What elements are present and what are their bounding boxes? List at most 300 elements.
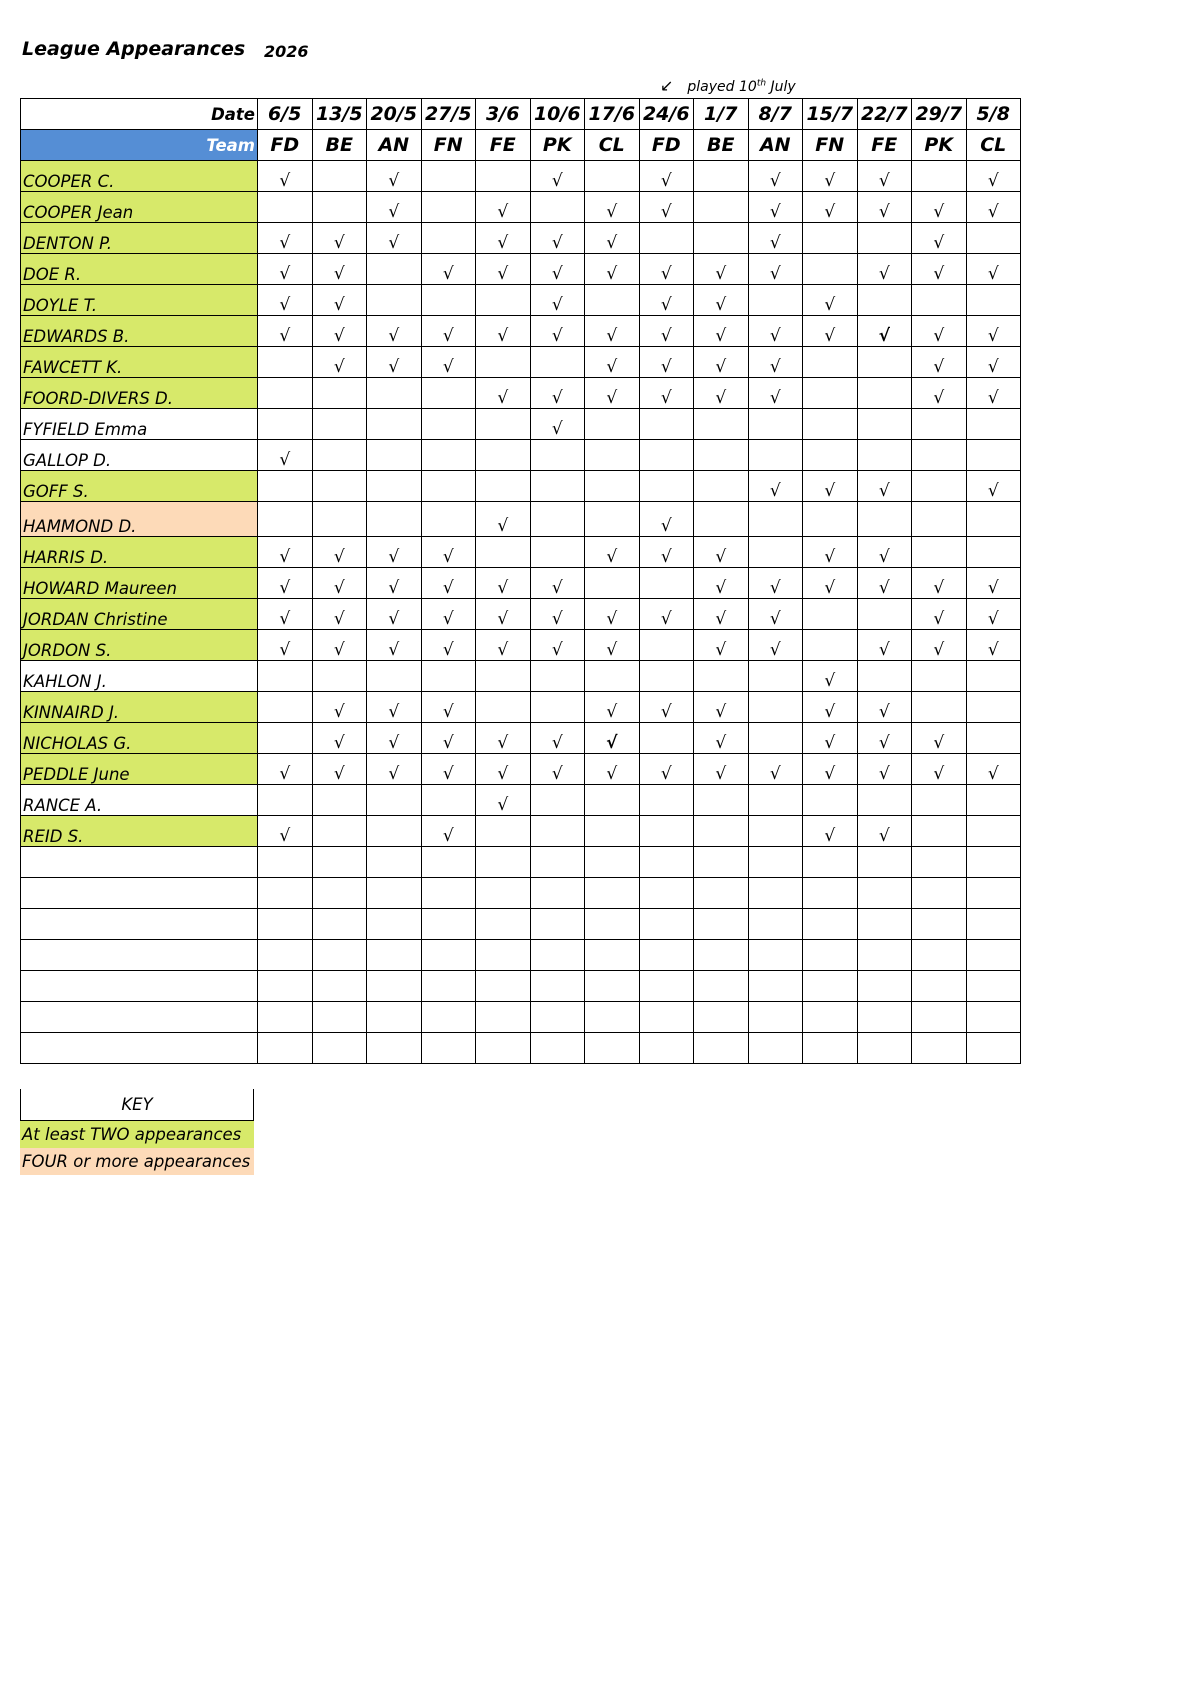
appearance-tick: √	[912, 568, 967, 599]
empty-row	[21, 971, 1021, 1002]
appearance-cell	[857, 409, 912, 440]
key-item: FOUR or more appearances	[20, 1148, 254, 1175]
empty-cell	[912, 971, 967, 1002]
empty-cell	[585, 847, 640, 878]
appearance-tick: √	[585, 599, 640, 630]
appearance-tick: √	[966, 599, 1021, 630]
appearance-tick: √	[585, 347, 640, 378]
appearance-cell	[530, 692, 585, 723]
empty-cell	[21, 847, 258, 878]
empty-row	[21, 940, 1021, 971]
appearance-cell	[857, 285, 912, 316]
empty-cell	[803, 847, 858, 878]
appearance-cell	[639, 630, 694, 661]
appearance-tick: √	[694, 692, 749, 723]
appearance-cell	[585, 161, 640, 192]
empty-cell	[857, 847, 912, 878]
empty-cell	[21, 1033, 258, 1064]
empty-cell	[530, 1002, 585, 1033]
empty-cell	[476, 1002, 531, 1033]
appearance-tick: √	[258, 161, 313, 192]
player-name: JORDAN Christine	[21, 599, 258, 630]
empty-cell	[585, 909, 640, 940]
player-name: KINNAIRD J.	[21, 692, 258, 723]
appearance-cell	[966, 692, 1021, 723]
empty-cell	[312, 909, 367, 940]
appearance-tick: √	[258, 285, 313, 316]
empty-cell	[421, 1033, 476, 1064]
empty-cell	[694, 971, 749, 1002]
key-heading: KEY	[20, 1089, 254, 1121]
player-row	[21, 471, 1021, 502]
empty-cell	[639, 909, 694, 940]
appearance-cell	[258, 347, 313, 378]
appearance-tick: √	[476, 630, 531, 661]
empty-cell	[803, 878, 858, 909]
appearance-cell	[476, 661, 531, 692]
player-row	[21, 568, 1021, 599]
appearance-cell	[857, 223, 912, 254]
team-header-cell: FE	[476, 130, 531, 161]
appearance-cell	[476, 471, 531, 502]
appearance-cell	[312, 192, 367, 223]
appearance-cell	[803, 223, 858, 254]
empty-cell	[421, 1002, 476, 1033]
empty-cell	[912, 909, 967, 940]
appearance-tick: √	[258, 568, 313, 599]
empty-cell	[748, 971, 803, 1002]
player-name: FOORD-DIVERS D.	[21, 378, 258, 409]
appearance-cell	[912, 440, 967, 471]
appearance-cell	[421, 161, 476, 192]
empty-cell	[530, 878, 585, 909]
empty-cell	[21, 909, 258, 940]
player-row	[21, 502, 1021, 537]
player-row	[21, 285, 1021, 316]
empty-cell	[367, 940, 422, 971]
played-note-suffix: th	[756, 78, 767, 89]
appearance-cell	[367, 409, 422, 440]
appearance-tick: √	[585, 223, 640, 254]
player-name: REID S.	[21, 816, 258, 847]
appearance-tick: √	[748, 599, 803, 630]
empty-cell	[748, 1002, 803, 1033]
empty-cell	[312, 847, 367, 878]
appearance-tick: √	[639, 254, 694, 285]
empty-cell	[585, 878, 640, 909]
appearance-cell	[476, 409, 531, 440]
player-row	[21, 440, 1021, 471]
appearance-tick: √	[857, 161, 912, 192]
appearance-tick: √	[803, 661, 858, 692]
date-header-cell: 29/7	[912, 99, 967, 130]
appearance-tick: √	[585, 316, 640, 347]
appearance-tick: √	[585, 723, 640, 754]
empty-cell	[476, 971, 531, 1002]
played-note-text: played 10	[687, 79, 757, 95]
empty-row	[21, 1033, 1021, 1064]
appearance-cell	[803, 440, 858, 471]
appearance-tick: √	[966, 192, 1021, 223]
appearance-cell	[639, 723, 694, 754]
appearance-tick: √	[694, 254, 749, 285]
team-header-cell: FN	[803, 130, 858, 161]
empty-cell	[21, 971, 258, 1002]
appearance-cell	[912, 409, 967, 440]
appearance-tick: √	[421, 316, 476, 347]
appearance-tick: √	[530, 409, 585, 440]
player-row	[21, 599, 1021, 630]
player-name: DENTON P.	[21, 223, 258, 254]
appearance-tick: √	[367, 192, 422, 223]
appearance-cell	[421, 378, 476, 409]
appearance-cell	[639, 785, 694, 816]
empty-cell	[639, 1033, 694, 1064]
appearance-tick: √	[857, 816, 912, 847]
appearance-tick: √	[748, 754, 803, 785]
empty-cell	[421, 878, 476, 909]
appearance-cell	[857, 378, 912, 409]
appearance-cell	[367, 816, 422, 847]
appearance-tick: √	[476, 599, 531, 630]
appearance-cell	[585, 785, 640, 816]
appearance-cell	[367, 254, 422, 285]
player-name: FAWCETT K.	[21, 347, 258, 378]
empty-cell	[803, 1002, 858, 1033]
player-row	[21, 347, 1021, 378]
empty-cell	[803, 940, 858, 971]
team-header-cell: CL	[966, 130, 1021, 161]
appearance-tick: √	[476, 223, 531, 254]
appearance-tick: √	[803, 316, 858, 347]
player-name: DOE R.	[21, 254, 258, 285]
appearance-cell	[694, 409, 749, 440]
appearance-cell	[966, 661, 1021, 692]
appearance-cell	[530, 816, 585, 847]
player-row	[21, 661, 1021, 692]
appearance-cell	[912, 816, 967, 847]
empty-cell	[530, 1033, 585, 1064]
appearance-cell	[748, 285, 803, 316]
appearance-cell	[639, 816, 694, 847]
team-header-cell: PK	[912, 130, 967, 161]
player-row	[21, 537, 1021, 568]
appearance-tick: √	[258, 630, 313, 661]
team-header-cell: BE	[694, 130, 749, 161]
appearance-tick: √	[966, 378, 1021, 409]
appearance-tick: √	[803, 285, 858, 316]
appearance-cell	[857, 347, 912, 378]
appearance-tick: √	[530, 285, 585, 316]
appearance-cell	[585, 661, 640, 692]
empty-cell	[966, 1033, 1021, 1064]
empty-cell	[857, 971, 912, 1002]
appearance-tick: √	[912, 316, 967, 347]
empty-row	[21, 847, 1021, 878]
appearance-tick: √	[530, 723, 585, 754]
appearance-cell	[803, 254, 858, 285]
appearance-tick: √	[694, 537, 749, 568]
appearance-cell	[912, 161, 967, 192]
appearance-cell	[530, 440, 585, 471]
empty-cell	[21, 940, 258, 971]
appearance-tick: √	[476, 192, 531, 223]
appearance-tick: √	[748, 347, 803, 378]
date-header-cell: 3/6	[476, 99, 531, 130]
appearance-tick: √	[639, 692, 694, 723]
team-header-label: Team	[21, 130, 258, 161]
page-title: League Appearances	[22, 38, 246, 60]
appearance-tick: √	[857, 471, 912, 502]
empty-cell	[367, 909, 422, 940]
appearance-cell	[258, 661, 313, 692]
appearance-tick: √	[966, 471, 1021, 502]
player-name: GALLOP D.	[21, 440, 258, 471]
appearance-tick: √	[639, 378, 694, 409]
appearance-tick: √	[803, 471, 858, 502]
player-row	[21, 630, 1021, 661]
player-name: DOYLE T.	[21, 285, 258, 316]
appearance-cell	[476, 816, 531, 847]
appearance-tick: √	[803, 537, 858, 568]
appearance-tick: √	[312, 599, 367, 630]
appearance-cell	[966, 785, 1021, 816]
player-row	[21, 692, 1021, 723]
player-name: GOFF S.	[21, 471, 258, 502]
empty-cell	[912, 1002, 967, 1033]
appearance-cell	[258, 378, 313, 409]
appearance-tick: √	[585, 378, 640, 409]
appearance-cell	[585, 285, 640, 316]
appearance-tick: √	[312, 223, 367, 254]
appearance-cell	[421, 502, 476, 537]
appearance-cell	[912, 537, 967, 568]
appearance-tick: √	[748, 568, 803, 599]
appearance-cell	[694, 816, 749, 847]
appearance-tick: √	[476, 254, 531, 285]
player-row	[21, 754, 1021, 785]
player-row	[21, 254, 1021, 285]
appearance-tick: √	[803, 161, 858, 192]
appearance-tick: √	[857, 537, 912, 568]
appearance-cell	[585, 816, 640, 847]
appearance-tick: √	[312, 347, 367, 378]
appearance-tick: √	[258, 254, 313, 285]
empty-cell	[476, 1033, 531, 1064]
appearance-tick: √	[857, 192, 912, 223]
appearance-tick: √	[803, 816, 858, 847]
appearance-tick: √	[694, 285, 749, 316]
empty-cell	[530, 909, 585, 940]
player-row	[21, 316, 1021, 347]
appearance-tick: √	[476, 378, 531, 409]
appearance-tick: √	[912, 599, 967, 630]
empty-row	[21, 878, 1021, 909]
appearance-tick: √	[258, 316, 313, 347]
appearance-tick: √	[912, 378, 967, 409]
appearance-cell	[639, 471, 694, 502]
empty-cell	[748, 878, 803, 909]
appearance-cell	[530, 785, 585, 816]
empty-cell	[694, 1033, 749, 1064]
appearance-tick: √	[421, 599, 476, 630]
appearance-cell	[694, 502, 749, 537]
appearance-tick: √	[857, 630, 912, 661]
appearance-tick: √	[312, 316, 367, 347]
appearance-tick: √	[857, 254, 912, 285]
date-header-cell: 15/7	[803, 99, 858, 130]
appearance-tick: √	[476, 723, 531, 754]
appearance-cell	[748, 785, 803, 816]
empty-cell	[258, 1002, 313, 1033]
appearance-tick: √	[476, 754, 531, 785]
appearance-cell	[312, 502, 367, 537]
appearance-tick: √	[803, 723, 858, 754]
appearance-tick: √	[966, 161, 1021, 192]
player-name: FYFIELD Emma	[21, 409, 258, 440]
key-legend	[20, 1089, 254, 1175]
empty-cell	[639, 1002, 694, 1033]
empty-cell	[367, 847, 422, 878]
appearance-tick: √	[639, 754, 694, 785]
appearance-tick: √	[694, 723, 749, 754]
empty-cell	[748, 1033, 803, 1064]
appearance-cell	[312, 816, 367, 847]
empty-cell	[21, 878, 258, 909]
date-header-cell: 6/5	[258, 99, 313, 130]
appearance-tick: √	[421, 630, 476, 661]
empty-cell	[312, 971, 367, 1002]
played-note	[660, 76, 796, 95]
empty-cell	[258, 1033, 313, 1064]
empty-cell	[966, 847, 1021, 878]
appearance-tick: √	[694, 630, 749, 661]
empty-cell	[966, 909, 1021, 940]
empty-cell	[966, 1002, 1021, 1033]
empty-cell	[476, 940, 531, 971]
appearance-cell	[258, 409, 313, 440]
appearance-cell	[367, 378, 422, 409]
appearance-cell	[694, 661, 749, 692]
appearance-cell	[966, 816, 1021, 847]
empty-cell	[748, 909, 803, 940]
empty-cell	[258, 878, 313, 909]
appearance-tick: √	[258, 440, 313, 471]
empty-cell	[585, 940, 640, 971]
appearance-cell	[803, 378, 858, 409]
empty-cell	[803, 1033, 858, 1064]
appearance-cell	[367, 285, 422, 316]
team-header-row	[21, 130, 1021, 161]
empty-cell	[21, 1002, 258, 1033]
appearance-tick: √	[966, 254, 1021, 285]
appearance-tick: √	[530, 630, 585, 661]
appearance-tick: √	[367, 568, 422, 599]
empty-cell	[421, 847, 476, 878]
empty-cell	[421, 909, 476, 940]
appearance-tick: √	[912, 192, 967, 223]
appearance-tick: √	[694, 347, 749, 378]
appearance-cell	[476, 537, 531, 568]
appearance-cell	[421, 661, 476, 692]
appearance-cell	[258, 785, 313, 816]
key-item: At least TWO appearances	[20, 1121, 254, 1148]
appearance-cell	[912, 785, 967, 816]
appearance-tick: √	[312, 254, 367, 285]
appearance-cell	[476, 161, 531, 192]
appearance-cell	[966, 223, 1021, 254]
appearance-tick: √	[476, 568, 531, 599]
appearance-cell	[694, 192, 749, 223]
player-name: HAMMOND D.	[21, 502, 258, 537]
appearance-tick: √	[748, 316, 803, 347]
date-header-cell: 10/6	[530, 99, 585, 130]
empty-cell	[966, 971, 1021, 1002]
appearance-cell	[639, 409, 694, 440]
appearance-tick: √	[421, 692, 476, 723]
player-name: EDWARDS B.	[21, 316, 258, 347]
empty-cell	[312, 1033, 367, 1064]
appearance-tick: √	[312, 692, 367, 723]
date-header-cell: 5/8	[966, 99, 1021, 130]
appearance-cell	[421, 223, 476, 254]
appearance-cell	[748, 661, 803, 692]
appearance-cell	[639, 223, 694, 254]
appearance-tick: √	[530, 254, 585, 285]
appearance-cell	[694, 223, 749, 254]
appearance-tick: √	[912, 754, 967, 785]
appearance-tick: √	[421, 537, 476, 568]
appearance-tick: √	[748, 192, 803, 223]
empty-cell	[367, 1033, 422, 1064]
appearance-cell	[312, 409, 367, 440]
appearance-cell	[530, 192, 585, 223]
empty-cell	[748, 940, 803, 971]
appearance-tick: √	[912, 630, 967, 661]
appearance-tick: √	[367, 347, 422, 378]
empty-cell	[530, 971, 585, 1002]
appearance-cell	[421, 440, 476, 471]
appearance-tick: √	[312, 537, 367, 568]
player-row	[21, 161, 1021, 192]
appearance-cell	[803, 347, 858, 378]
empty-cell	[367, 878, 422, 909]
appearance-cell	[694, 161, 749, 192]
appearance-cell	[694, 785, 749, 816]
appearance-tick: √	[421, 347, 476, 378]
appearance-tick: √	[367, 630, 422, 661]
appearance-tick: √	[639, 599, 694, 630]
appearance-tick: √	[585, 192, 640, 223]
appearance-tick: √	[803, 692, 858, 723]
date-header-row	[21, 99, 1021, 130]
appearance-cell	[367, 471, 422, 502]
appearance-cell	[312, 471, 367, 502]
player-name: NICHOLAS G.	[21, 723, 258, 754]
appearance-tick: √	[367, 754, 422, 785]
appearance-cell	[530, 347, 585, 378]
player-row	[21, 785, 1021, 816]
appearance-tick: √	[857, 568, 912, 599]
appearance-tick: √	[694, 568, 749, 599]
player-name: HOWARD Maureen	[21, 568, 258, 599]
appearance-tick: √	[312, 285, 367, 316]
player-row	[21, 192, 1021, 223]
appearance-cell	[476, 440, 531, 471]
appearance-tick: √	[694, 754, 749, 785]
appearance-tick: √	[857, 692, 912, 723]
empty-cell	[694, 878, 749, 909]
